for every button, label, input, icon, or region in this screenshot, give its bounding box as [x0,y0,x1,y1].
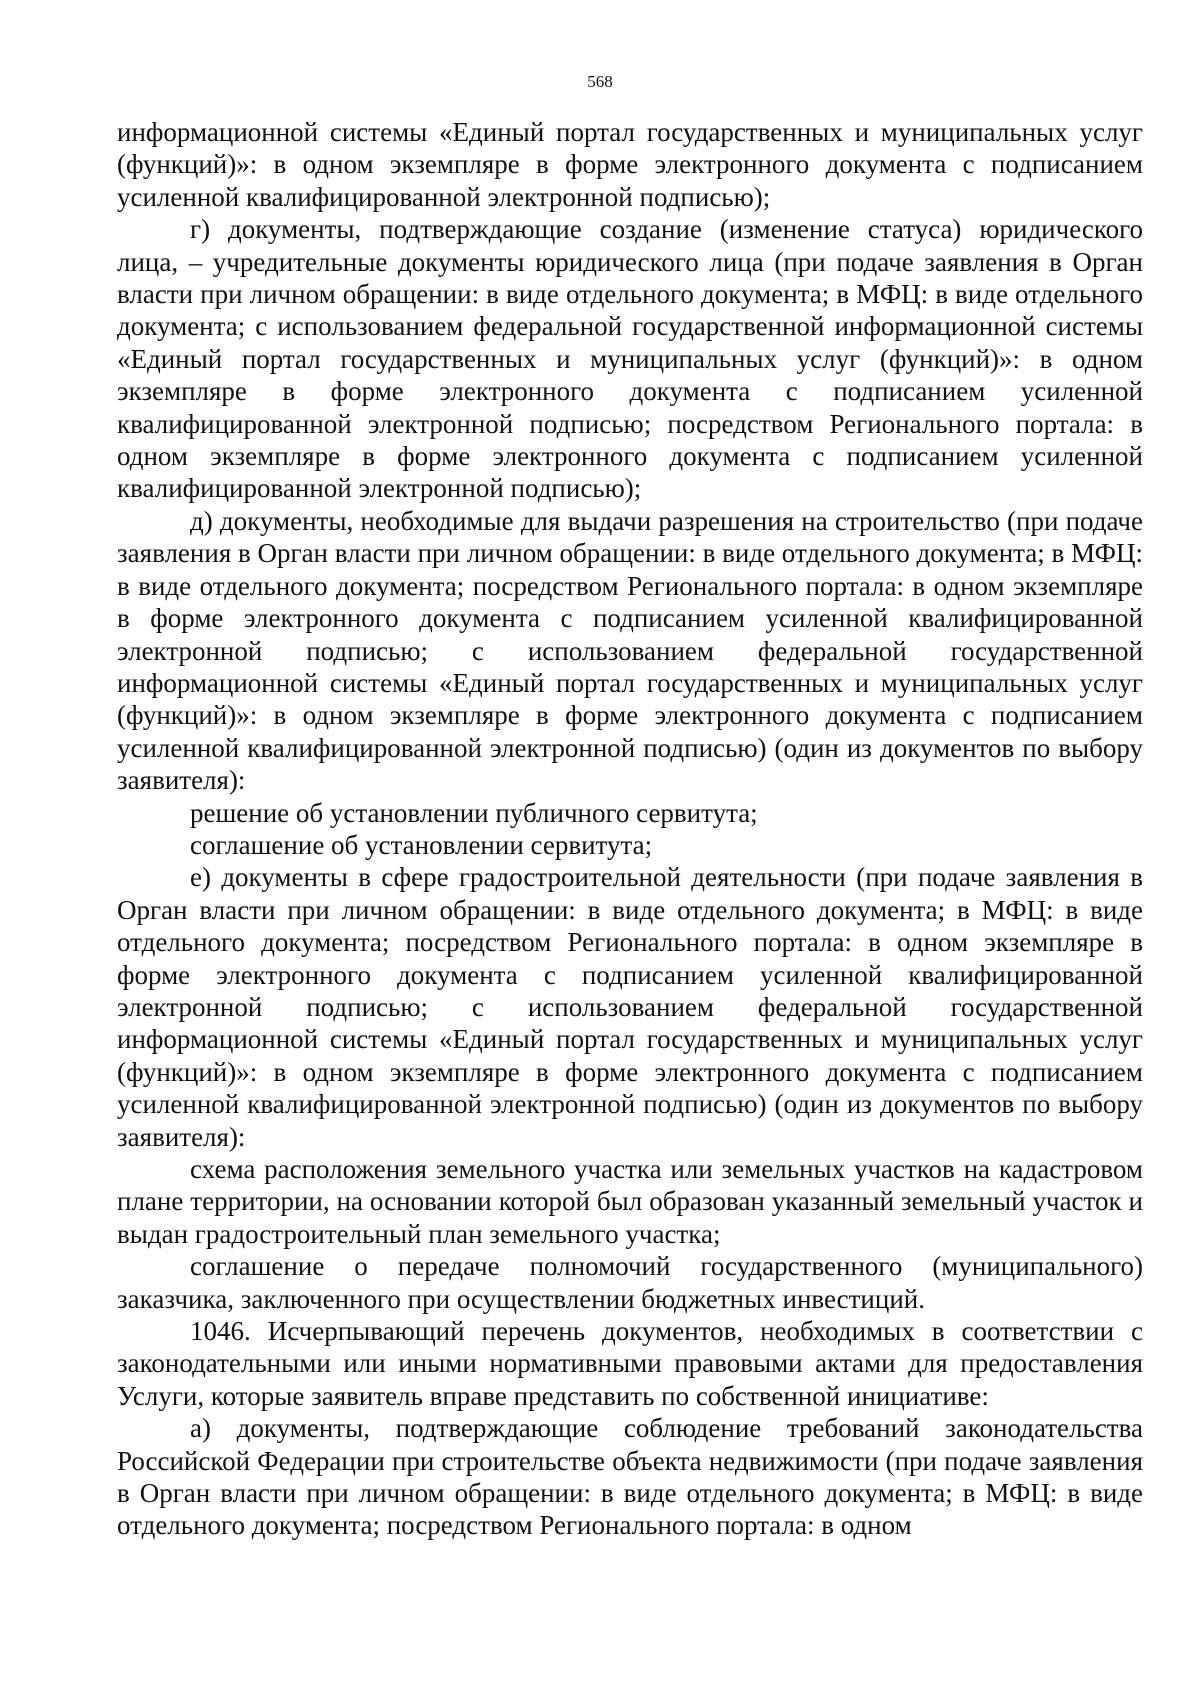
paragraph-land-plot-scheme: схема расположения земельного участка или земельных участков на кадастровом плане территории, на основании которой был образован указанный земельный участок и выдан градостроительный план земельного участка; [117,1154,1143,1249]
page-number: 568 [587,72,613,91]
paragraph-item-g: г) документы, подтверждающие создание (изменение статуса) юридического лица, – учредительные документы юридического лица (при подаче заявления в Орган власти при личном обращении: в виде отдельного документа; в МФЦ: в виде отдельного документа; с использованием федеральной государственной информационной системы «Единый портал государственных и муниципальных услуг (функций)»: в одном экземпляре в форме электронного документа с подписанием усиленной квалифицированной электронной подписью; посредством Регионального портала: в одном экземпляре в форме электронного документа с подписанием усиленной квалифицированной электронной подписью); [117,214,1143,504]
paragraph-1046: 1046. Исчерпывающий перечень документов, необходимых в соответствии с законодательными или иными нормативными правовыми актами для предоставления Услуги, которые заявитель вправе представить по собственной инициативе: [117,1316,1143,1411]
paragraph-public-servitude: решение об установлении публичного сервитута; [190,797,758,828]
document-body [117,116,1143,1542]
paragraph-item-a: а) документы, подтверждающие соблюдение требований законодательства Российской Федерации при строительстве объекта недвижимости (при подаче заявления в Орган власти при личном обращении: в виде отдельного документа; в МФЦ: в виде отдельного документа; посредством Регионального портала: в одном [117,1413,1143,1541]
paragraph-item-e: е) документы в сфере градостроительной деятельности (при подаче заявления в Орган власти при личном обращении: в виде отдельного документа; в МФЦ: в виде отдельного документа; посредством Регионального портала: в одном экземпляре в форме электронного документа с подписанием усиленной квалифицированной электронной подписью; с использованием федеральной государственной информационной системы «Единый портал государственных и муниципальных услуг (функций)»: в одном экземпляре в форме электронного документа с подписанием усиленной квалифицированной электронной подписью) (один из документов по выбору заявителя): [117,862,1143,1152]
paragraph-continuation: информационной системы «Единый портал государственных и муниципальных услуг (функций)»: в одном экземпляре в форме электронного документа с подписанием усиленной квалифицированной электронной подписью); [117,117,1143,212]
paragraph-authority-transfer: соглашение о передаче полномочий государственного (муниципального) заказчика, заключенного при осуществлении бюджетных инвестиций. [117,1251,1143,1314]
paragraph-servitude-agreement: соглашение об установлении сервитута; [190,829,653,860]
paragraph-item-d: д) документы, необходимые для выдачи разрешения на строительство (при подаче заявления в Орган власти при личном обращении: в виде отдельного документа; в МФЦ: в виде отдельного документа; посредством Регионального портала: в одном экземпляре в форме электронного документа с подписанием усиленной квалифицированной электронной подписью; с использованием федеральной государственной информационной системы «Единый портал государственных и муниципальных услуг (функций)»: в одном экземпляре в форме электронного документа с подписанием усиленной квалифицированной электронной подписью) (один из документов по выбору заявителя): [117,505,1143,796]
